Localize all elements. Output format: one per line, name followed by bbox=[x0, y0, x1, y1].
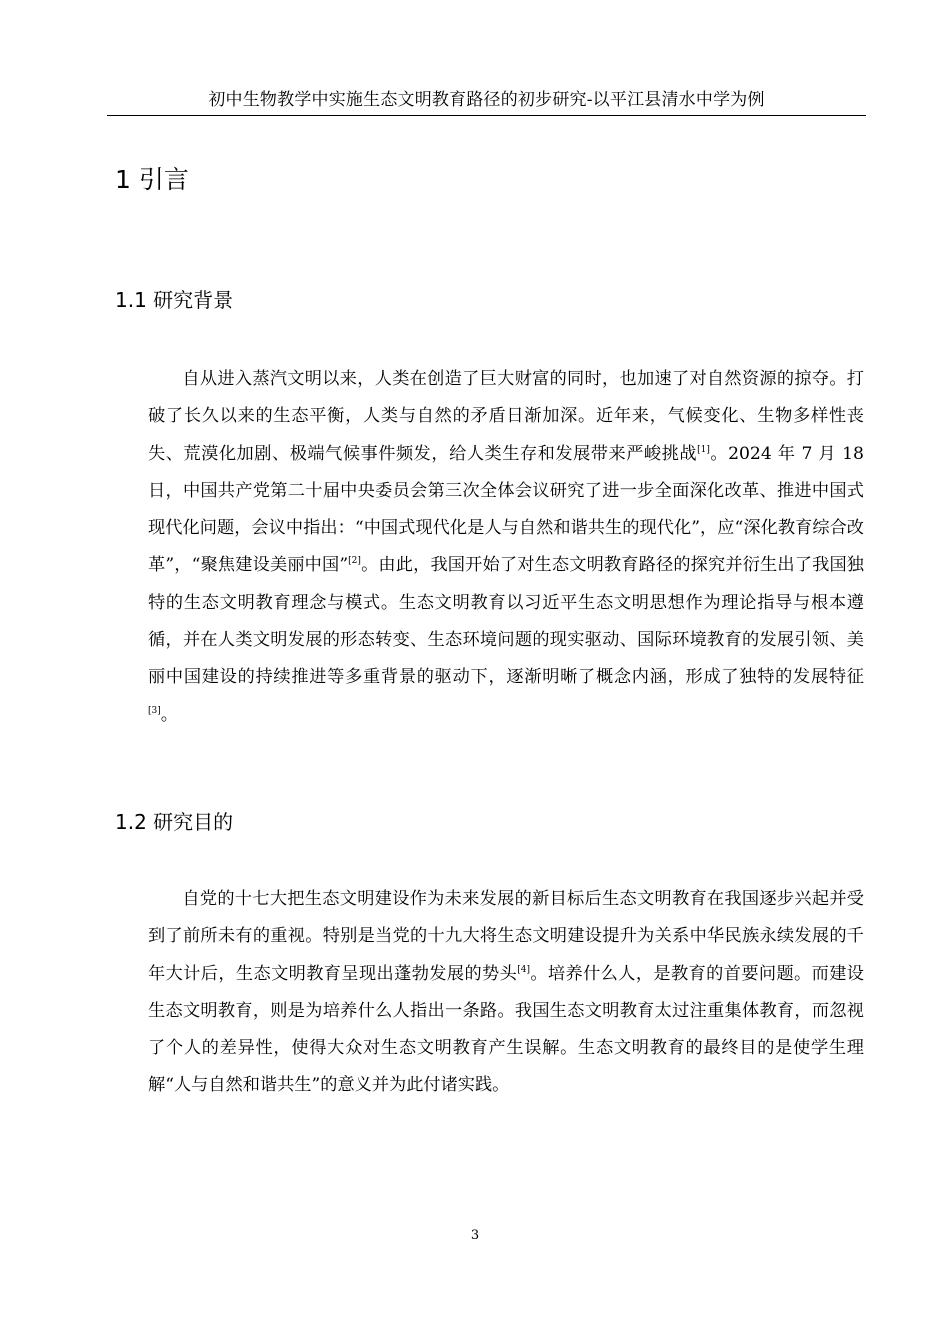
paragraph-text: 。 bbox=[160, 704, 178, 725]
section-heading-background: 1.1 研究背景 bbox=[115, 288, 234, 312]
citation-ref: [4] bbox=[517, 964, 530, 975]
section-paragraph-background bbox=[148, 361, 864, 734]
section-paragraph-purpose bbox=[148, 881, 864, 1105]
citation-ref: [2] bbox=[348, 556, 361, 567]
citation-ref: [3] bbox=[148, 705, 161, 716]
chapter-title: 1 引言 bbox=[115, 165, 189, 194]
running-header-title: 初中生物教学中实施生态文明教育路径的初步研究-以平江县清水中学为例 bbox=[208, 90, 765, 110]
page-number: 3 bbox=[470, 1228, 480, 1243]
header-divider bbox=[107, 115, 866, 116]
paragraph-text: 。2024 年 7 月 18 日，中国共产党第二十届中央委员会第三次全体会议研究了进一步全面深化改革、推进中国式现代化问题，会议中指出：“中国式现代化是人与自然和谐共生的现代化”，应“深化教育综合改革”，“聚焦建设美丽中国” bbox=[148, 443, 864, 576]
citation-ref: [1] bbox=[697, 444, 710, 455]
paragraph-text: 自党的十七大把生态文明建设作为未来发展的新目标后生态文明教育在我国逐步兴起并受到了前所未有的重视。特别是当党的十九大将生态文明建设提升为关系中华民族永续发展的千年大计后，生态文明教育呈现出蓬勃发展的势头 bbox=[148, 889, 864, 984]
paragraph-text: 自从进入蒸汽文明以来，人类在创造了巨大财富的同时，也加速了对自然资源的掠夺。打破了长久以来的生态平衡，人类与自然的矛盾日渐加深。近年来，气候变化、生物多样性丧失、荒漠化加剧、极端气候事件频发，给人类生存和发展带来严峻挑战 bbox=[148, 369, 864, 464]
section-heading-purpose: 1.2 研究目的 bbox=[115, 810, 234, 834]
paragraph-text: 。培养什么人，是教育的首要问题。而建设生态文明教育，则是为培养什么人指出一条路。我国生态文明教育太过注重集体教育，而忽视了个人的差异性，使得大众对生态文明教育产生误解。生态文明教育的最终目的是使学生理解“人与自然和谐共生”的意义并为此付诸实践。 bbox=[148, 963, 864, 1096]
paragraph-text: 。由此，我国开始了对生态文明教育路径的探究并衍生出了我国独特的生态文明教育理念与模式。生态文明教育以习近平生态文明思想作为理论指导与根本遵循，并在人类文明发展的形态转变、生态环境问题的现实驱动、国际环境教育的发展引领、美丽中国建设的持续推进等多重背景的驱动下，逐渐明晰了概念内涵，形成了独特的发展特征 bbox=[148, 555, 864, 688]
